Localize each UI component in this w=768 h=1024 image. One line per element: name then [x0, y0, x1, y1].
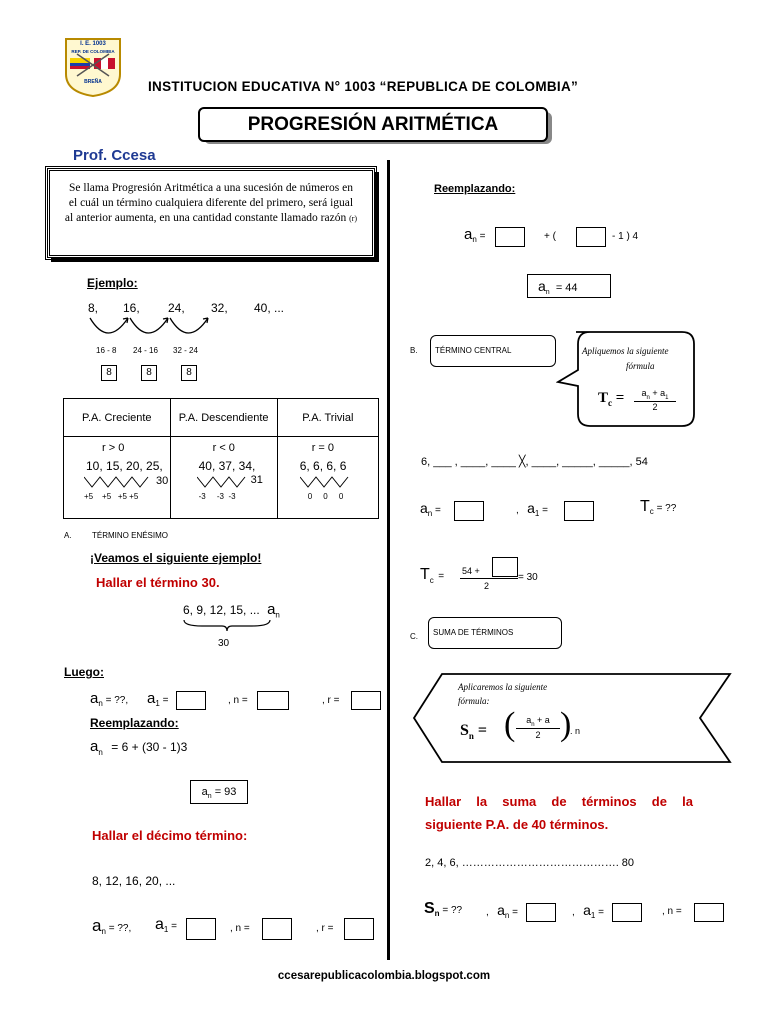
seq-term: 16,	[123, 301, 140, 315]
a1-blank[interactable]	[612, 903, 642, 922]
section-b-letter: B.	[410, 346, 418, 355]
a1-blank[interactable]	[186, 918, 216, 940]
seq-term: 40, ...	[254, 301, 285, 315]
section-a-task: Hallar el término 30.	[96, 575, 220, 590]
section-a-subtitle: ¡Veamos el siguiente ejemplo!	[90, 551, 262, 565]
seq-term: 8,	[88, 301, 99, 315]
luego-label: Luego:	[64, 665, 104, 679]
column-divider	[387, 160, 390, 960]
fraction-blank[interactable]	[492, 557, 518, 577]
a1-blank[interactable]	[176, 691, 206, 710]
section-b-title-box: TÉRMINO CENTRAL	[430, 335, 556, 367]
a1-blank[interactable]	[576, 227, 606, 247]
school-logo: I. E. 1003 REP. DE COLOMBIA BREÑA	[63, 36, 123, 98]
task2-sequence: 8, 12, 16, 20, ...	[92, 874, 176, 888]
sum-sequence: 2, 4, 6, ……………………………………. 80	[425, 857, 635, 869]
r-blank[interactable]	[344, 918, 374, 940]
table-cell: r = 0 6, 6, 6, 6 0 0 0	[277, 437, 378, 519]
definition-text: Se llama Progresión Aritmética a una sucesión de números en el cuál un término cualquiera diferente del primero, será igual al anterior aumenta, en una cantidad constante llamado razón	[64, 182, 354, 224]
replace-label: Reemplazando:	[90, 716, 179, 730]
section-a-letter: A.	[64, 531, 72, 540]
an-symbol: a	[267, 601, 276, 618]
task2-title: Hallar el décimo término:	[92, 828, 248, 843]
central-fraction: $T_c$ = 54 + 2 = 30	[420, 560, 560, 600]
an-blank[interactable]	[495, 227, 525, 247]
section-a-sequence: 6, 9, 12, 15, ... $a_n$	[183, 601, 280, 620]
seq-term: 32,	[211, 301, 228, 315]
page-title-text: PROGRESIÓN ARITMÉTICA	[247, 114, 499, 135]
difference-label: 16 - 8	[96, 346, 117, 355]
table-header: P.A. Trivial	[277, 399, 378, 437]
school-name: INSTITUCION EDUCATIVA N° 1003 “REPUBLICA DE COLOMBIA”	[148, 79, 579, 94]
difference-result: 8	[181, 365, 197, 381]
right-result-box: $a_n = 44$	[527, 274, 611, 298]
n-blank[interactable]	[257, 691, 289, 710]
right-replace-label: Reemplazando:	[434, 183, 516, 195]
result-box: $a_n = 93$	[190, 780, 248, 804]
section-c-letter: C.	[410, 632, 418, 641]
example-label: Ejemplo:	[87, 276, 138, 290]
central-sequence: 6, ___ , ____, ____ ╳, ____, _____, _____, 54	[421, 456, 648, 468]
an-blank[interactable]	[454, 501, 484, 521]
pa-types-table	[63, 398, 379, 519]
difference-result: 8	[141, 365, 157, 381]
n-blank[interactable]	[694, 903, 724, 922]
section-a-title: TÉRMINO ENÉSIMO	[92, 531, 169, 540]
table-cell: r > 0 10, 15, 20, 25, 30 +5 +5 +5 +5	[64, 437, 171, 519]
r-blank[interactable]	[351, 691, 381, 710]
difference-label: 32 - 24	[173, 346, 198, 355]
difference-arcs	[84, 314, 214, 340]
replace-formula: $a_n = 6 + (30 - 1)3$	[90, 738, 188, 758]
difference-result: 8	[101, 365, 117, 381]
definition-box	[47, 168, 375, 258]
sum-task: Hallar la suma de términos de la siguiente P.A. de 40 términos.	[425, 794, 693, 832]
section-c-title-box: SUMA DE TÉRMINOS	[428, 617, 562, 649]
an-blank[interactable]	[526, 903, 556, 922]
definition-r: (r)	[349, 214, 358, 223]
difference-label: 24 - 16	[133, 346, 158, 355]
sequence-text: 6, 9, 12, 15, ...	[183, 603, 260, 617]
table-header: P.A. Creciente	[64, 399, 171, 437]
footer-url[interactable]: ccesarepublicacolombia.blogspot.com	[277, 970, 491, 982]
brace-value: 30	[218, 638, 230, 649]
formula-bubble: Apliquemos la siguiente fórmula $T_c$ = $a_n + a_1$ 2	[556, 330, 696, 430]
brace	[182, 618, 272, 632]
n-blank[interactable]	[262, 918, 292, 940]
seq-term: 24,	[168, 301, 185, 315]
teacher-name: Prof. Ccesa	[73, 147, 156, 164]
table-cell: r < 0 40, 37, 34, 31 -3 -3 -3	[170, 437, 277, 519]
formula-ribbon: Aplicaremos la siguiente fórmula: $S_n$ = ( $a_n + a$ 2 ) . n	[412, 672, 734, 764]
table-header: P.A. Descendiente	[170, 399, 277, 437]
page-title	[198, 107, 548, 142]
a1-blank[interactable]	[564, 501, 594, 521]
